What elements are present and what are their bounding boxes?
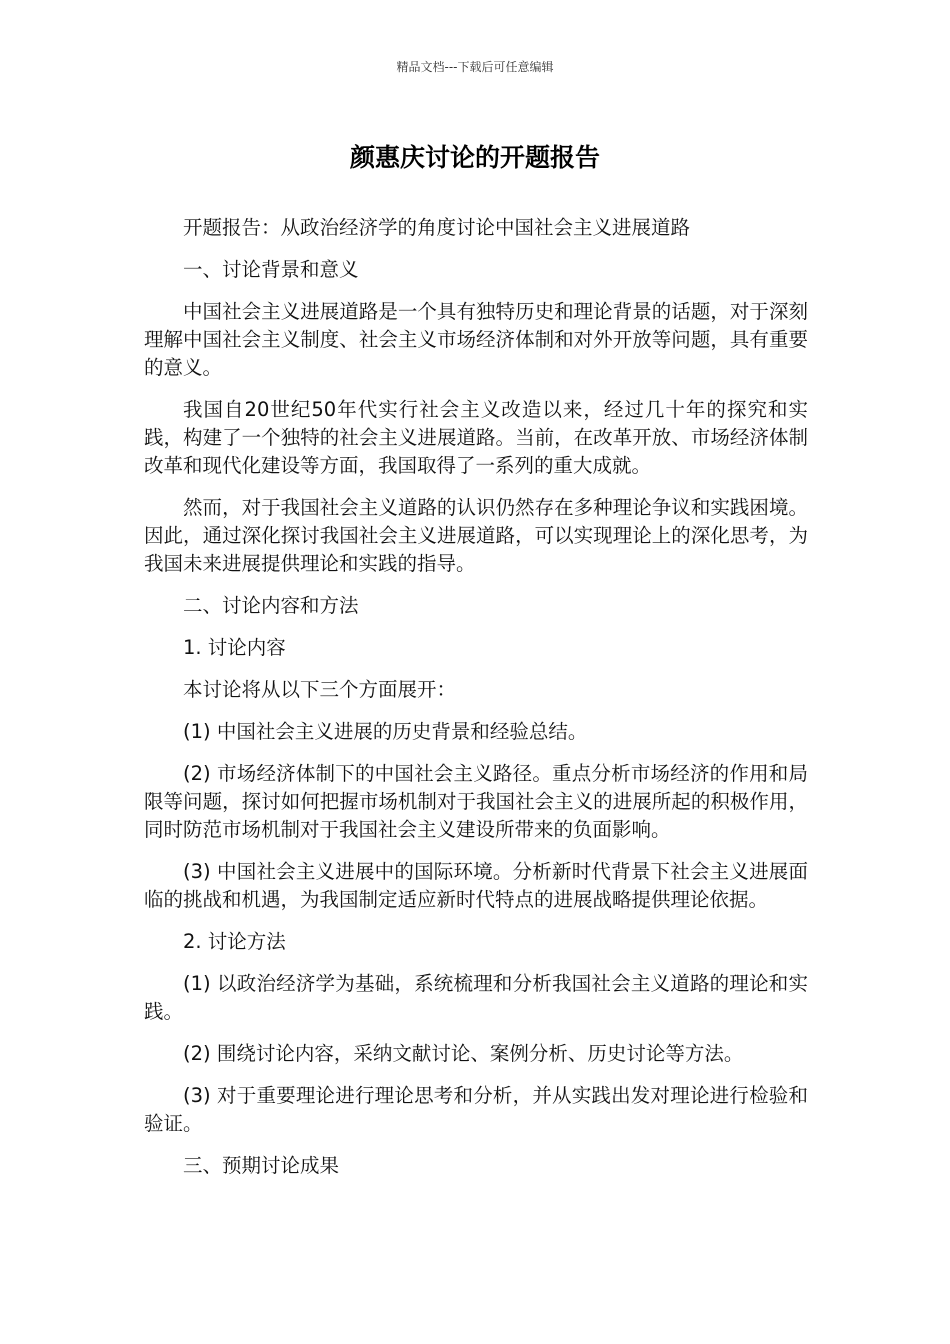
- body-paragraph: 我国自20世纪50年代实行社会主义改造以来，经过几十年的探究和实践，构建了一个独特的社会主义进展道路。当前，在改革开放、市场经济体制改革和现代化建设等方面，我国取得了一系列的重大成就。: [144, 398, 808, 477]
- list-item: (1) 中国社会主义进展的历史背景和经验总结。: [183, 720, 588, 743]
- body-paragraph: 然而，对于我国社会主义道路的认识仍然存在多种理论争议和实践困境。因此，通过深化探讨我国社会主义进展道路，可以实现理论上的深化思考，为我国未来进展提供理论和实践的指导。: [144, 496, 808, 575]
- document-body: [144, 214, 808, 1194]
- section-heading: 二、讨论内容和方法: [183, 594, 359, 617]
- list-item: (2) 市场经济体制下的中国社会主义路径。重点分析市场经济的作用和局限等问题，探讨如何把握市场机制对于我国社会主义的进展所起的积极作用，同时防范市场机制对于我国社会主义建设所带来的负面影响。: [144, 762, 808, 841]
- body-paragraph: 中国社会主义进展道路是一个具有独特历史和理论背景的话题，对于深刻理解中国社会主义制度、社会主义市场经济体制和对外开放等问题，具有重要的意义。: [144, 300, 808, 379]
- subsection-heading: 1. 讨论内容: [183, 636, 286, 659]
- list-item: (2) 围绕讨论内容，采纳文献讨论、案例分析、历史讨论等方法。: [183, 1042, 744, 1065]
- section-heading: 一、讨论背景和意义: [183, 258, 359, 281]
- list-item: (3) 对于重要理论进行理论思考和分析，并从实践出发对理论进行检验和验证。: [144, 1084, 808, 1135]
- subsection-heading: 2. 讨论方法: [183, 930, 286, 953]
- report-subject: 开题报告：从政治经济学的角度讨论中国社会主义进展道路: [183, 216, 691, 239]
- page-header: 精品文档---下载后可任意编辑: [396, 60, 554, 74]
- section-heading: 三、预期讨论成果: [183, 1154, 340, 1177]
- list-item: (1) 以政治经济学为基础，系统梳理和分析我国社会主义道路的理论和实践。: [144, 972, 808, 1023]
- body-paragraph: 本讨论将从以下三个方面展开：: [183, 678, 457, 701]
- document-title: 颜惠庆讨论的开题报告: [349, 143, 600, 172]
- list-item: (3) 中国社会主义进展中的国际环境。分析新时代背景下社会主义进展面临的挑战和机遇，为我国制定适应新时代特点的进展战略提供理论依据。: [144, 860, 808, 911]
